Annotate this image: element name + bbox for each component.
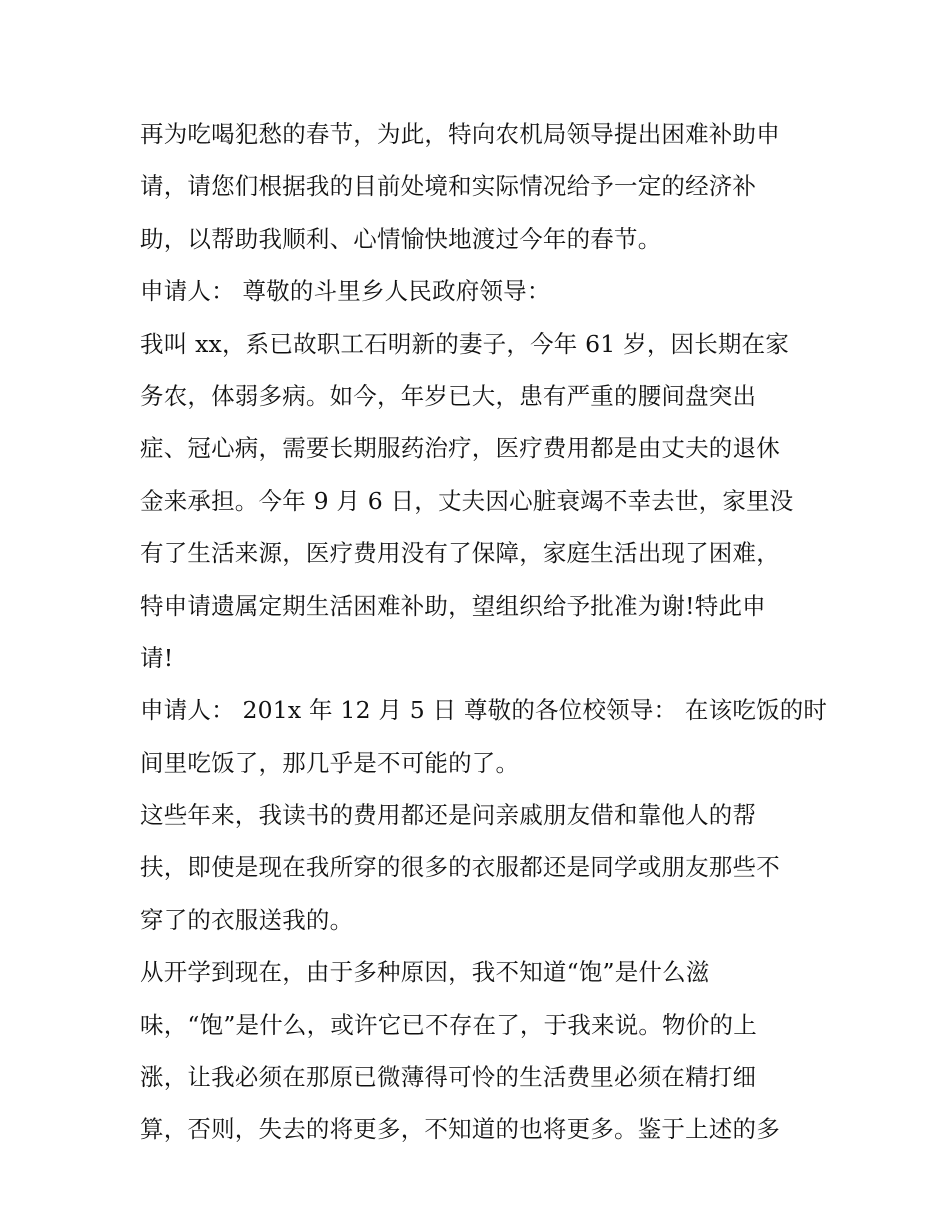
text-line: 从开学到现在，由于多种原因，我不知道“饱”是什么滋 xyxy=(140,958,710,987)
text-line: 申请人： 201x 年 12 月 5 日 尊敬的各位校领导： 在该吃饭的时 xyxy=(140,696,828,725)
text-line: 穿了的衣服送我的。 xyxy=(140,905,354,934)
text-line: 请，请您们根据我的目前处境和实际情况给予一定的经济补 xyxy=(140,172,757,201)
text-line: 再为吃喝犯愁的春节，为此，特向农机局领导提出困难补助申 xyxy=(140,120,780,148)
text-line: 申请人： 尊敬的斗里乡人民政府领导： xyxy=(140,277,551,306)
document-body xyxy=(140,108,828,1156)
text-line: 扶，即使是现在我所穿的很多的衣服都还是同学或朋友那些不 xyxy=(140,853,780,882)
text-line: 味，“饱”是什么，或许它已不存在了，于我来说。物价的上 xyxy=(140,1010,757,1039)
text-line: 间里吃饭了，那几乎是不可能的了。 xyxy=(140,748,520,777)
text-line: 助，以帮助我顺利、心情愉快地渡过今年的春节。 xyxy=(140,224,662,253)
text-line: 算，否则，失去的将更多，不知道的也将更多。鉴于上述的多 xyxy=(140,1115,780,1144)
text-line: 有了生活来源，医疗费用没有了保障，家庭生活出现了困难， xyxy=(140,539,780,568)
text-line: 请! xyxy=(140,643,174,672)
text-line: 症、冠心病，需要长期服药治疗，医疗费用都是由丈夫的退休 xyxy=(140,434,780,463)
text-line: 涨，让我必须在那原已微薄得可怜的生活费里必须在精打细 xyxy=(140,1063,757,1092)
text-line: 特申请遗属定期生活困难补助，望组织给予批准为谢!特此申 xyxy=(140,591,766,620)
text-line: 务农，体弱多病。如今，年岁已大，患有严重的腰间盘突出 xyxy=(140,381,757,410)
text-line: 这些年来，我读书的费用都还是问亲戚朋友借和靠他人的帮 xyxy=(140,801,757,830)
text-line: 我叫 xx，系已故职工石明新的妻子，今年 61 岁，因长期在家 xyxy=(140,329,790,358)
text-line: 金来承担。今年 9 月 6 日，丈夫因心脏衰竭不幸去世，家里没 xyxy=(140,486,794,515)
